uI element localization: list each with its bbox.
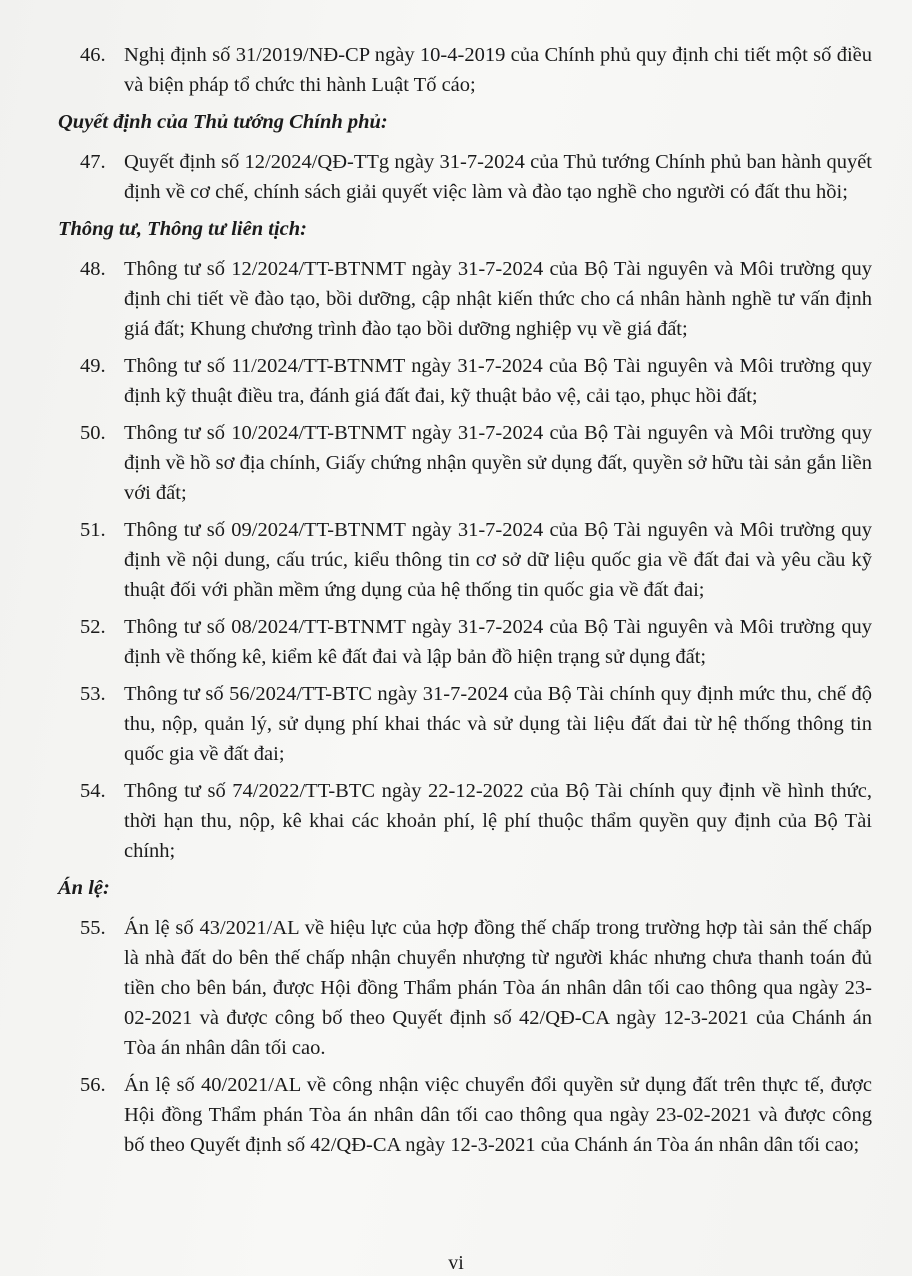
item-number: 56. [80,1074,106,1096]
item-text: Thông tư số 09/2024/TT-BTNMT ngày 31-7-2024 của Bộ Tài nguyên và Môi trường quy định về nội dung, cấu trúc, kiểu thông tin cơ sở dữ liệu quốc gia về đất đai và yêu cầu kỹ thuật đối với phần mềm ứng dụng của hệ thống tin quốc gia về đất đai; [124,519,872,601]
list-item [80,351,872,411]
section-heading-precedents: Án lệ: [58,877,110,899]
item-text: Thông tư số 56/2024/TT-BTC ngày 31-7-2024 của Bộ Tài chính quy định mức thu, chế độ thu, nộp, quản lý, sử dụng phí khai thác và sử dụng tài liệu đất đai từ hệ thống thông tin quốc gia về đất đai; [124,683,872,765]
list-item [80,776,872,866]
item-number: 52. [80,616,106,638]
item-number: 51. [80,519,106,541]
list-item [80,40,872,100]
item-text: Án lệ số 40/2021/AL về công nhận việc chuyển đổi quyền sử dụng đất trên thực tế, được Hội đồng Thẩm phán Tòa án nhân dân tối cao thông qua ngày 23-02-2021 và được công bố theo Quyết định số 42/QĐ-CA ngày 12-3-2021 của Chánh án Tòa án nhân dân tối cao; [124,1074,872,1156]
list-item [80,254,872,344]
item-text: Án lệ số 43/2021/AL về hiệu lực của hợp đồng thế chấp trong trường hợp tài sản thế chấp là nhà đất do bên thế chấp nhận chuyển nhượng từ người khác nhưng chưa thanh toán đủ tiền cho bên bán, được Hội đồng Thẩm phán Tòa án nhân dân tối cao thông qua ngày 23-02-2021 và được công bố theo Quyết định số 42/QĐ-CA ngày 12-3-2021 của Chánh án Tòa án nhân dân tối cao. [124,917,872,1059]
item-text: Thông tư số 11/2024/TT-BTNMT ngày 31-7-2024 của Bộ Tài nguyên và Môi trường quy định kỹ thuật điều tra, đánh giá đất đai, kỹ thuật bảo vệ, cải tạo, phục hồi đất; [124,355,872,407]
item-text: Thông tư số 74/2022/TT-BTC ngày 22-12-2022 của Bộ Tài chính quy định về hình thức, thời hạn thu, nộp, kê khai các khoản phí, lệ phí thuộc thẩm quyền quy định của Bộ Tài chính; [124,780,872,862]
item-number: 46. [80,44,106,66]
item-number: 54. [80,780,106,802]
item-number: 53. [80,683,106,705]
list-item [80,679,872,769]
list-item [80,612,872,672]
item-text: Thông tư số 10/2024/TT-BTNMT ngày 31-7-2024 của Bộ Tài nguyên và Môi trường quy định về hồ sơ địa chính, Giấy chứng nhận quyền sử dụng đất, quyền sở hữu tài sản gắn liền với đất; [124,422,872,504]
list-item [80,1070,872,1160]
list-item [80,418,872,508]
item-text: Quyết định số 12/2024/QĐ-TTg ngày 31-7-2024 của Thủ tướng Chính phủ ban hành quyết định về cơ chế, chính sách giải quyết việc làm và đào tạo nghề cho người có đất thu hồi; [124,151,872,203]
list-item [80,515,872,605]
item-number: 48. [80,258,106,280]
list-item [80,913,872,1063]
page-number: vi [448,1252,464,1274]
item-number: 49. [80,355,106,377]
item-text: Nghị định số 31/2019/NĐ-CP ngày 10-4-2019 của Chính phủ quy định chi tiết một số điều và biện pháp tổ chức thi hành Luật Tố cáo; [124,44,872,96]
section-heading-circulars: Thông tư, Thông tư liên tịch: [58,218,307,240]
item-number: 50. [80,422,106,444]
item-number: 55. [80,917,106,939]
section-heading-pm-decisions: Quyết định của Thủ tướng Chính phủ: [58,111,388,133]
list-item [80,147,872,207]
item-text: Thông tư số 12/2024/TT-BTNMT ngày 31-7-2024 của Bộ Tài nguyên và Môi trường quy định chi tiết về đào tạo, bồi dưỡng, cập nhật kiến thức cho cá nhân hành nghề tư vấn định giá đất; Khung chương trình đào tạo bồi dưỡng nghiệp vụ về giá đất; [124,258,872,340]
item-text: Thông tư số 08/2024/TT-BTNMT ngày 31-7-2024 của Bộ Tài nguyên và Môi trường quy định về thống kê, kiểm kê đất đai và lập bản đồ hiện trạng sử dụng đất; [124,616,872,668]
item-number: 47. [80,151,106,173]
